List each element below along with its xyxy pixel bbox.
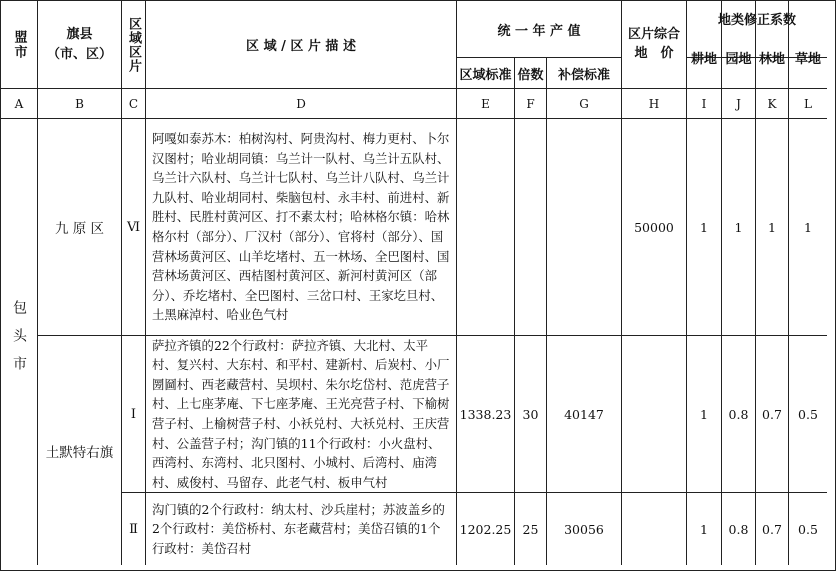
header-county: 旗县 （市、区） [38,1,122,89]
composite-price: 50000 [622,119,687,336]
header-compensation-standard: 补偿标准 [547,58,622,89]
header-unified-value: 统 一 年 产 值 [457,1,622,58]
column-letter: B [38,89,122,119]
composite-price [622,336,687,493]
coeff-garden: 0.8 [722,493,756,565]
multiple: 30 [515,336,547,493]
coeff-grassland: 1 [789,119,827,336]
county-name: 土默特右旗 [38,336,122,565]
coeff-farmland: 1 [687,336,722,493]
header-composite-price: 区片综合 地 价 [622,1,687,89]
column-letter: G [547,89,622,119]
zone-description: 沟门镇的2个行政村：纳太村、沙兵崖村；苏波盖乡的2个行政村：美岱桥村、东老藏营村；美岱召镇的1个行政村：美岱召村 [146,493,457,565]
zone-description: 萨拉齐镇的22个行政村：萨拉齐镇、大北村、太平村、复兴村、大东村、和平村、建新村、后炭村、小厂圐圙村、西老藏营村、吴坝村、朱尔圪岱村、范虎营子村、上七座茅庵、下七座茅庵、王光亮营子村、下榆树营子村、上榆树营子村、小袄兑村、大袄兑村、王庆营村、公盖营子村；沟门镇的11个行政村：小火盘村、西湾村、东湾村、北只图村、小城村、后湾村、庙湾村、威俊村、马留存、此老气村、板申气村 [146,336,457,493]
league-name: 包头市 [1,119,38,565]
header-league: 盟市 [1,1,38,89]
header-forest: 林地 [756,1,789,89]
header-garden: 园地 [722,1,756,89]
coeff-farmland: 1 [687,493,722,565]
coeff-grassland: 0.5 [798,521,818,537]
coeff-garden: 0.8 [722,336,756,493]
regional-standard: 1338.23 [457,336,515,493]
zone-description: 阿嘎如泰苏木：柏树沟村、阿贵沟村、梅力更村、卜尔汉图村；哈业胡同镇：乌兰计一队村、乌兰计五队村、乌兰计六队村、乌兰计七队村、乌兰计八队村、乌兰计九队村、哈业胡同村、柴脑包村、永丰村、前进村、新胜村、民胜村黄河区、打不素太村；哈林格尔镇：哈林格尔村（部分）、厂汉村（部分）、官将村（部分）、国营林场黄河区、山羊圪堵村、五一林场、全巴图村、国营林场黄河区、西桔图村黄河区、新河村黄河区（部分）、乔圪堵村、全巴图村、三岔口村、王家圪旦村、土黑麻淖村、哈业色气村 [146,119,457,336]
zone-number: Ⅵ [122,119,146,336]
coeff-grassland: 0.5 [789,336,827,493]
column-letter: F [515,89,547,119]
compensation-standard: 40147 [547,336,622,493]
column-letter: H [622,89,687,119]
compensation-standard: 30056 [547,493,622,565]
header-regional-standard: 区域标准 [457,58,515,89]
compensation-standard [547,119,622,336]
column-letter: E [457,89,515,119]
column-letter: D [146,89,457,119]
column-letter: K [756,89,789,119]
column-letter: A [1,89,38,119]
coeff-farmland: 1 [687,119,722,336]
coeff-forest: 0.7 [756,336,789,493]
header-farmland: 耕地 [687,1,722,89]
header-correction-coeff: 地类修正系数 [687,1,827,58]
column-letter: I [687,89,722,119]
header-grassland: 草地 [789,1,827,89]
header-multiple: 倍数 [515,58,547,89]
zone-number: Ⅰ [122,336,146,493]
column-letter: J [722,89,756,119]
composite-price [622,493,687,565]
county-name: 九 原 区 [38,119,122,336]
regional-standard: 1202.25 [457,493,515,565]
multiple [515,119,547,336]
column-letter: C [122,89,146,119]
zone-number: Ⅱ [122,493,146,565]
multiple: 25 [515,493,547,565]
coeff-garden: 1 [722,119,756,336]
column-letter: L [789,89,827,119]
header-description: 区 域 / 区 片 描 述 [146,1,457,89]
header-zone: 区域区片 [122,1,146,89]
coeff-forest: 1 [756,119,789,336]
coeff-forest: 0.7 [756,493,789,565]
regional-standard [457,119,515,336]
